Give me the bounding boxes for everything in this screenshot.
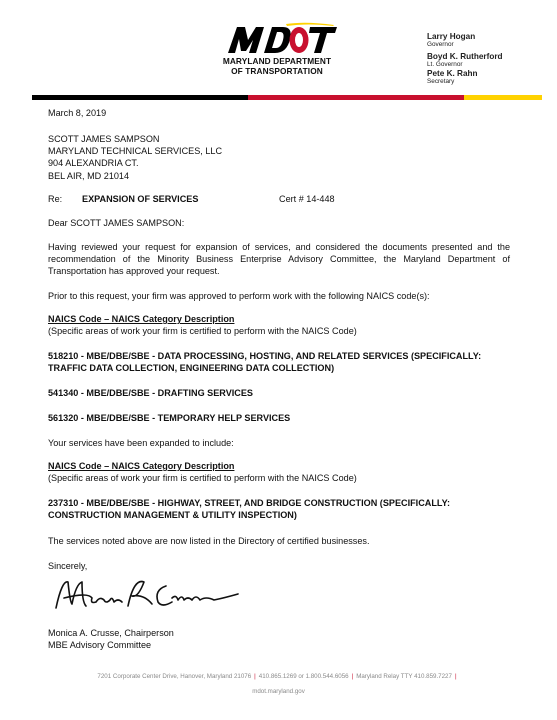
intro-paragraph: Having reviewed your request for expansion of services, and considered the documents presented and the recommendation of the Minority Business Enterprise Advisory Committee, the Maryland Department of Transportation has approved your request.	[48, 242, 510, 277]
org-name-line-2: OF TRANSPORTATION	[231, 66, 323, 76]
signer-title: MBE Advisory Committee	[48, 640, 152, 651]
letterhead	[0, 0, 557, 100]
recipient-address	[48, 133, 510, 182]
official-name: Pete K. Rahn	[427, 69, 478, 78]
official-title: Secretary	[427, 78, 455, 85]
official-lt-governor	[427, 52, 503, 68]
stripe-black	[32, 95, 248, 100]
official-name: Larry Hogan	[427, 32, 476, 41]
signature-image	[48, 572, 248, 616]
official-name: Boyd K. Rutherford	[427, 52, 503, 61]
cert-number: Cert # 14-448	[279, 194, 335, 204]
naics-header-block-1	[48, 313, 510, 337]
re-subject: EXPANSION OF SERVICES	[82, 194, 199, 204]
naics-code-item: 237310 - MBE/DBE/SBE - HIGHWAY, STREET, AND BRIDGE CONSTRUCTION (SPECIFICALLY: CONSTRUCTION MANAGEMENT & UTILITY INSPECTION)	[48, 498, 451, 521]
stripe-gold	[464, 95, 542, 100]
naics-subheading: (Specific areas of work your firm is certified to perform with the NAICS Code)	[48, 326, 357, 337]
naics-code-item: 561320 - MBE/DBE/SBE - TEMPORARY HELP SERVICES	[48, 413, 291, 423]
footer-address: 7201 Corporate Center Drive, Hanover, Maryland 21076	[97, 673, 252, 680]
official-governor	[427, 32, 475, 48]
recipient-street: 904 ALEXANDRIA CT.	[48, 158, 139, 169]
prior-paragraph: Prior to this request, your firm was approved to perform work with the following NAICS code(s):	[48, 291, 430, 301]
official-secretary	[427, 69, 478, 85]
recipient-name: SCOTT JAMES SAMPSON	[48, 134, 160, 144]
handwritten-signature	[48, 572, 248, 616]
footer-contact-line	[0, 672, 557, 682]
footer-url[interactable]: mdot.maryland.gov	[252, 688, 305, 695]
salutation: Dear SCOTT JAMES SAMPSON:	[48, 218, 185, 228]
official-title: Governor	[427, 41, 454, 48]
footer-separator: |	[351, 673, 354, 680]
naics-subheading: (Specific areas of work your firm is certified to perform with the NAICS Code)	[48, 473, 357, 484]
naics-code-item: 541340 - MBE/DBE/SBE - DRAFTING SERVICES	[48, 388, 253, 398]
naics-code-item: 518210 - MBE/DBE/SBE - DATA PROCESSING, HOSTING, AND RELATED SERVICES (SPECIFICALLY: TRAFFIC DATA COLLECTION, ENGINEERING DATA COLLECTION)	[48, 351, 482, 374]
footer-separator: |	[454, 673, 457, 680]
expanded-paragraph: Your services have been expanded to include:	[48, 438, 234, 448]
org-name-line-1: MARYLAND DEPARTMENT	[222, 56, 332, 66]
recipient-city: BEL AIR, MD 21014	[48, 170, 130, 181]
color-stripe	[32, 95, 542, 100]
re-label: Re:	[48, 194, 63, 204]
stripe-red	[248, 95, 464, 100]
footer-phones: 410.865.1269 or 1.800.544.6056	[258, 673, 349, 680]
listed-paragraph: The services noted above are now listed in the Directory of certified businesses.	[48, 536, 370, 546]
naics-heading: NAICS Code – NAICS Category Description	[48, 314, 235, 324]
official-title: Lt. Governor	[427, 61, 463, 68]
recipient-company: MARYLAND TECHNICAL SERVICES, LLC	[48, 146, 223, 157]
letter-date: March 8, 2019	[48, 108, 107, 118]
signer-block	[48, 627, 510, 651]
naics-header-block-2	[48, 460, 510, 484]
mdot-logo-mark	[226, 22, 338, 56]
closing: Sincerely,	[48, 561, 88, 571]
footer-separator: |	[254, 673, 256, 680]
footer-relay: Maryland Relay TTY 410.859.7227	[356, 673, 452, 680]
naics-heading: NAICS Code – NAICS Category Description	[48, 461, 235, 471]
signer-name: Monica A. Crusse, Chairperson	[48, 628, 174, 638]
footer	[0, 672, 557, 697]
